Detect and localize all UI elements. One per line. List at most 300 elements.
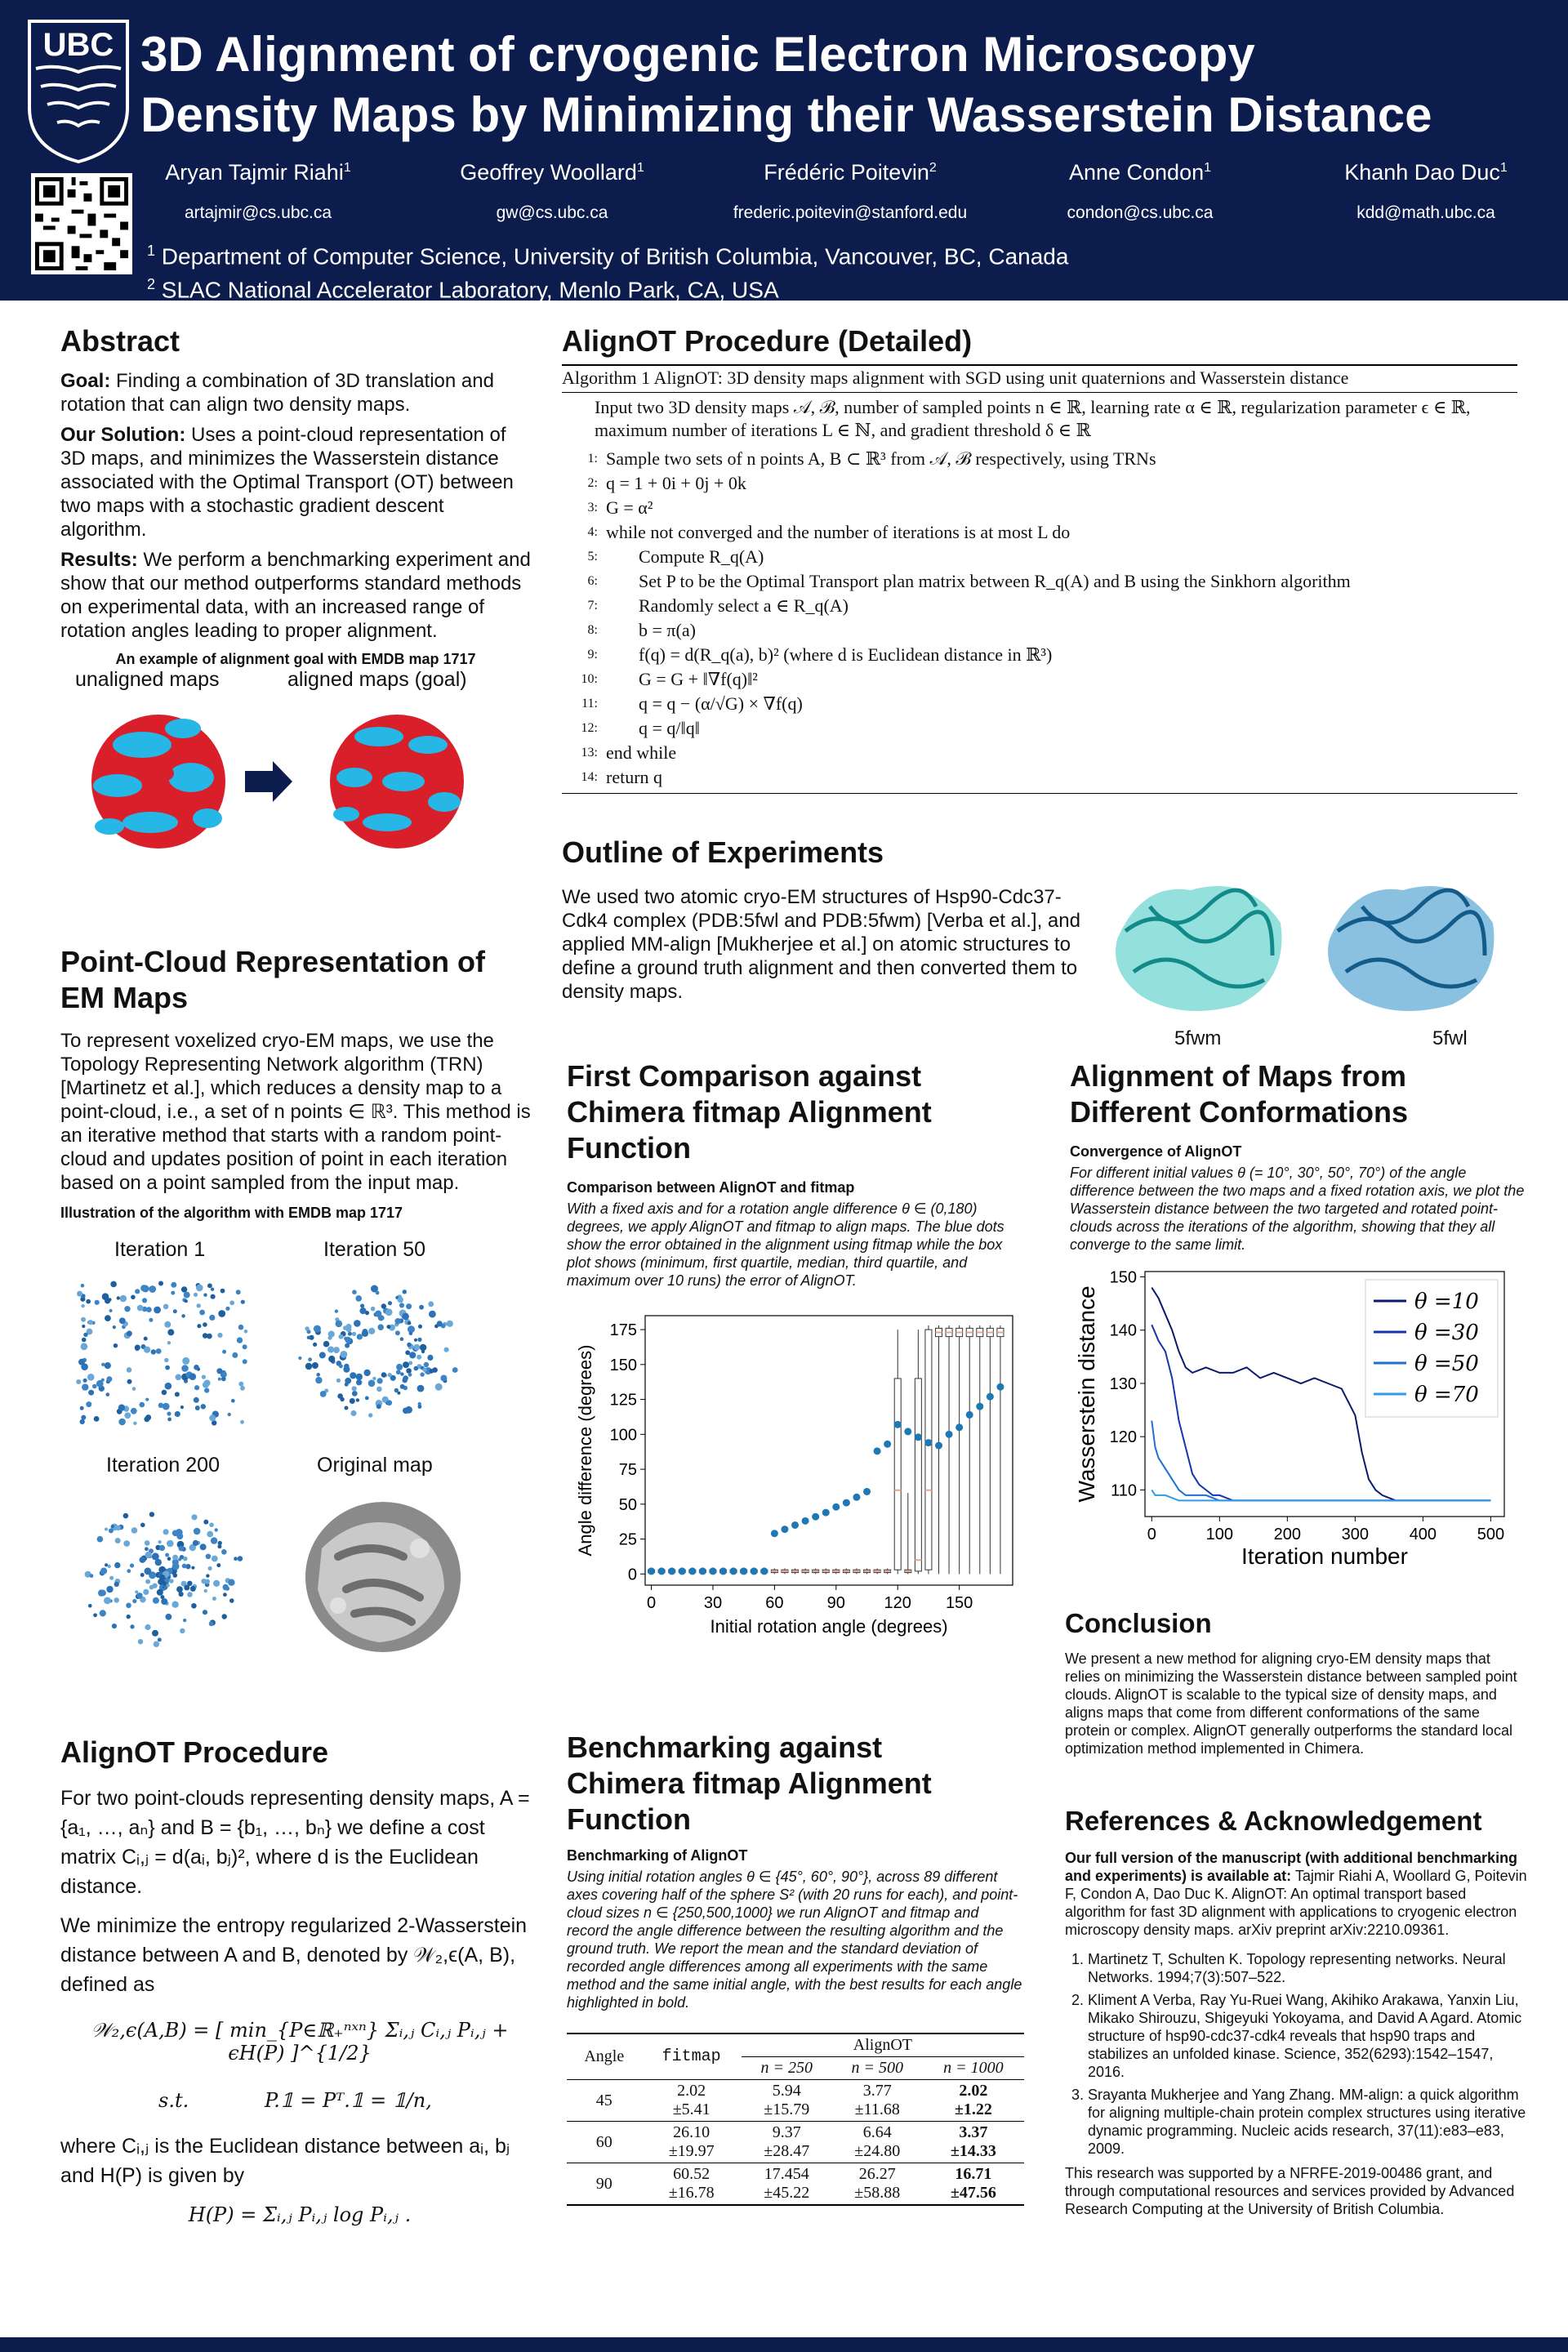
cloud-point bbox=[203, 1382, 209, 1388]
cell-value: ±5.41 bbox=[672, 2100, 710, 2118]
line-number: 10: bbox=[581, 672, 598, 686]
cloud-point bbox=[333, 1347, 340, 1353]
cloud-point bbox=[158, 1637, 162, 1642]
cloud-point bbox=[172, 1601, 178, 1608]
cloud-point bbox=[212, 1597, 216, 1601]
figure-caption: Using initial rotation angles θ ∈ {45°, 60°, 90°}, across 89 different axes covering half of the sphere S² (with 20 runs for each), and point-cloud sizes n ∈ {250,500,1000} we run AlignOT and fitmap and record the angle difference between the resulting algorithm and the ground truth. We report the mean and the standard deviation of recorded angle differences among all experiments with the same method and the same initial angle, with the best results for each angle highlighted in bold. bbox=[567, 1869, 1022, 2011]
wasserstein-formula: 𝒲₂,ϵ(A,B) = [ min_{P∈ℝ₊ⁿˣⁿ} Σᵢ,ⱼ Cᵢ,ⱼ Pᵢ,ⱼ + ϵH(P) ]^{1/2} bbox=[91, 2019, 509, 2065]
cloud-point bbox=[140, 1573, 145, 1577]
x-tick-label: 500 bbox=[1477, 1526, 1505, 1544]
y-tick-label: 140 bbox=[1109, 1321, 1137, 1340]
cloud-point bbox=[206, 1574, 209, 1577]
y-tick-label: 150 bbox=[609, 1356, 637, 1374]
cloud-point bbox=[225, 1587, 229, 1591]
cloud-point bbox=[216, 1563, 220, 1567]
cloud-point bbox=[182, 1357, 189, 1365]
cloud-point bbox=[158, 1281, 163, 1286]
cloud-point bbox=[144, 1337, 148, 1341]
cell-value: ±1.22 bbox=[954, 2100, 992, 2118]
cloud-point bbox=[112, 1624, 117, 1628]
cloud-point bbox=[203, 1294, 207, 1297]
cloud-point bbox=[145, 1398, 149, 1401]
cloud-point bbox=[145, 1552, 152, 1558]
cloud-point bbox=[218, 1378, 221, 1381]
cloud-point bbox=[191, 1514, 197, 1520]
cloud-point bbox=[140, 1557, 146, 1563]
algorithm-line bbox=[562, 741, 1517, 765]
cloud-point bbox=[118, 1405, 125, 1411]
cloud-point bbox=[408, 1373, 412, 1377]
cloud-point bbox=[171, 1282, 176, 1288]
cell-value: 2.02 bbox=[677, 2082, 706, 2100]
cloud-point bbox=[140, 1285, 147, 1291]
cloud-point bbox=[173, 1573, 178, 1578]
line-number: 5: bbox=[587, 550, 598, 564]
cloud-point bbox=[105, 1528, 108, 1531]
cloud-point bbox=[100, 1610, 106, 1616]
cloud-point bbox=[440, 1375, 447, 1382]
x-tick-label: 0 bbox=[1147, 1526, 1156, 1544]
cloud-point bbox=[145, 1579, 150, 1584]
iteration-1-pointcloud bbox=[60, 1271, 265, 1434]
line-number: 2: bbox=[587, 476, 598, 490]
cell-value: 17.454 bbox=[764, 2165, 809, 2183]
cloud-point bbox=[88, 1604, 92, 1608]
section-heading: Alignment of Maps from Different Conformations bbox=[1070, 1059, 1408, 1129]
line-text: q = q/‖q‖ bbox=[639, 718, 700, 738]
cloud-point bbox=[203, 1610, 207, 1615]
cloud-point bbox=[308, 1357, 312, 1361]
cloud-point bbox=[94, 1416, 100, 1422]
fitmap-point bbox=[812, 1513, 819, 1521]
x-tick-label: 400 bbox=[1409, 1526, 1437, 1544]
cloud-point bbox=[167, 1540, 174, 1548]
line-text: Compute R_q(A) bbox=[639, 546, 764, 567]
cloud-point bbox=[194, 1293, 198, 1297]
cloud-point bbox=[82, 1325, 85, 1328]
cloud-point bbox=[368, 1328, 375, 1334]
cloud-point bbox=[352, 1332, 356, 1336]
cloud-point bbox=[83, 1379, 87, 1383]
section-heading: Point-Cloud Representation of EM Maps bbox=[60, 945, 485, 1014]
results-text: We perform a benchmarking experiment and show that our method outperforms standard methods on experimental data, with an increased range of rotation angles leading to proper alignment. bbox=[60, 549, 531, 642]
table-row bbox=[567, 2163, 1024, 2206]
cloud-point bbox=[127, 1330, 132, 1336]
cloud-point bbox=[138, 1639, 143, 1644]
cloud-point bbox=[86, 1401, 91, 1407]
cloud-point bbox=[218, 1310, 225, 1317]
algorithm-line bbox=[562, 692, 1517, 716]
algorithm-line bbox=[562, 447, 1517, 471]
table-cell bbox=[642, 2080, 742, 2122]
fitmap-point bbox=[966, 1411, 973, 1419]
cell-value: 5.94 bbox=[772, 2082, 801, 2100]
cloud-point bbox=[165, 1578, 170, 1583]
poster-title bbox=[140, 24, 1432, 145]
cloud-point bbox=[428, 1301, 434, 1307]
cloud-point bbox=[88, 1320, 93, 1325]
manuscript-citation: Tajmir Riahi A, Woollard G, Poitevin F, Condon A, Dao Duc K. AlignOT: An optimal transport based algorithm for fast 3D alignment with applications to cryogenic electron microscopy density maps. arXiv preprint arXiv:2210.09361. bbox=[1065, 1868, 1527, 1938]
fitmap-point bbox=[956, 1423, 963, 1431]
line-text: f(q) = d(R_q(a), b)² (where d is Euclidean distance in ℝ³) bbox=[639, 644, 1053, 665]
cloud-point bbox=[164, 1321, 171, 1328]
table-cell bbox=[923, 2122, 1024, 2163]
cloud-point bbox=[354, 1320, 361, 1327]
figure-caption: For different initial values θ (= 10°, 30°, 50°, 70°) of the angle difference between the two maps and a fixed rotation axis, we plot the Wasserstein distance between the two targeted and rotated point-clouds across the iterations of the algorithm, showing that they all converge to the same limit. bbox=[1070, 1165, 1525, 1253]
cloud-point bbox=[108, 1298, 111, 1301]
aligned-maps-image bbox=[330, 715, 464, 849]
cloud-point bbox=[133, 1422, 136, 1425]
cloud-point bbox=[181, 1286, 187, 1292]
cloud-point bbox=[217, 1544, 221, 1548]
procedure-text-3: where Cᵢ,ⱼ is the Euclidean distance between aᵢ, bⱼ and H(P) is given by bbox=[60, 2135, 510, 2187]
cloud-point bbox=[181, 1314, 185, 1318]
cloud-point bbox=[190, 1586, 196, 1592]
algorithm-line bbox=[562, 594, 1517, 618]
cloud-point bbox=[376, 1291, 380, 1295]
cloud-point bbox=[201, 1404, 206, 1409]
cloud-point bbox=[409, 1331, 413, 1335]
cloud-point bbox=[203, 1322, 207, 1327]
cloud-point bbox=[165, 1553, 169, 1557]
cloud-point bbox=[105, 1362, 111, 1369]
arrow-icon bbox=[245, 761, 292, 802]
fitmap-point bbox=[987, 1393, 994, 1401]
table-header: AlignOT bbox=[742, 2034, 1024, 2057]
fitmap-point bbox=[874, 1447, 881, 1454]
cell-value: ±11.68 bbox=[854, 2100, 900, 2118]
algorithm-line bbox=[562, 716, 1517, 741]
cloud-point bbox=[206, 1554, 212, 1560]
pointcloud-section bbox=[60, 944, 531, 1687]
line-number: 7: bbox=[587, 599, 598, 612]
fitmap-point bbox=[802, 1517, 809, 1525]
section-heading: Benchmarking against Chimera fitmap Alignment Function bbox=[567, 1731, 932, 1836]
affiliation-2: SLAC National Accelerator Laboratory, Menlo Park, CA, USA bbox=[161, 277, 779, 303]
table-cell bbox=[742, 2122, 832, 2163]
cloud-point bbox=[209, 1522, 214, 1527]
line-number: 8: bbox=[587, 623, 598, 637]
cloud-point bbox=[106, 1586, 113, 1592]
figure-caption: With a fixed axis and for a rotation angle difference θ ∈ (0,180) degrees, we apply AlignOT and fitmap to align maps. The blue dots show the error obtained in the alignment using fitmap while the box plot shows (minimum, first quartile, median, third quartile, and maximum over 10 runs) the error of AlignOT. bbox=[567, 1200, 1004, 1289]
cloud-point bbox=[345, 1337, 351, 1343]
cell-value: ±47.56 bbox=[950, 2184, 996, 2202]
cloud-point bbox=[104, 1597, 111, 1605]
cloud-point bbox=[191, 1566, 194, 1570]
author-email: gw@cs.ubc.ca bbox=[496, 203, 608, 222]
table-cell bbox=[642, 2163, 742, 2206]
cell-value: 16.71 bbox=[955, 2165, 992, 2183]
algorithm-caption: Algorithm 1 AlignOT: 3D density maps alignment with SGD using unit quaternions and Wasserstein distance bbox=[562, 368, 1349, 388]
cloud-point bbox=[100, 1568, 107, 1575]
cloud-point bbox=[155, 1559, 162, 1566]
cloud-point bbox=[159, 1545, 165, 1551]
cloud-point bbox=[339, 1335, 342, 1339]
cloud-point bbox=[378, 1315, 384, 1321]
cloud-point bbox=[176, 1586, 183, 1592]
cloud-point bbox=[207, 1283, 212, 1288]
cloud-point bbox=[123, 1540, 130, 1547]
line-text: Randomly select a ∈ R_q(A) bbox=[639, 595, 849, 616]
cloud-point bbox=[163, 1529, 169, 1535]
cloud-point bbox=[345, 1406, 349, 1410]
cloud-point bbox=[419, 1305, 424, 1310]
line-text: q = q − (α/√G) × ∇f(q) bbox=[639, 693, 803, 714]
algorithm-line bbox=[562, 765, 1517, 790]
cloud-point bbox=[238, 1325, 244, 1330]
author-email: condon@cs.ubc.ca bbox=[1067, 203, 1214, 222]
angle-difference-chart bbox=[567, 1306, 1024, 1649]
cloud-point bbox=[145, 1540, 150, 1546]
cloud-point bbox=[114, 1562, 120, 1568]
solution-label: Our Solution: bbox=[60, 424, 186, 446]
cloud-point bbox=[114, 1597, 119, 1603]
cloud-point bbox=[312, 1362, 318, 1369]
cloud-point bbox=[123, 1513, 129, 1519]
cloud-point bbox=[131, 1408, 137, 1414]
fitmap-point bbox=[679, 1567, 686, 1575]
algorithm-line bbox=[562, 618, 1517, 643]
algorithm-lines bbox=[562, 447, 1517, 790]
figure-caption: Illustration of the algorithm with EMDB map 1717 bbox=[60, 1205, 403, 1221]
cloud-point bbox=[399, 1303, 404, 1307]
cloud-point bbox=[400, 1337, 404, 1341]
cloud-point bbox=[381, 1303, 386, 1308]
cloud-point bbox=[167, 1329, 174, 1335]
cloud-point bbox=[341, 1351, 348, 1358]
box bbox=[925, 1330, 932, 1570]
line-text: G = G + ‖∇f(q)‖² bbox=[639, 669, 758, 689]
fitmap-point bbox=[946, 1431, 953, 1438]
procedure-text-2: We minimize the entropy regularized 2-Wasserstein distance between A and B, denoted by 𝒲₂,ϵ(A, B), defined as bbox=[60, 1914, 528, 1996]
algorithm-line bbox=[562, 569, 1517, 594]
cloud-point bbox=[368, 1413, 372, 1417]
fitmap-point bbox=[751, 1567, 758, 1575]
cloud-point bbox=[185, 1299, 188, 1303]
cloud-point bbox=[173, 1309, 177, 1313]
cloud-point bbox=[163, 1403, 170, 1410]
cloud-point bbox=[81, 1415, 86, 1420]
table-cell: 45 bbox=[595, 2091, 612, 2109]
y-tick-label: 50 bbox=[618, 1495, 637, 1514]
cloud-point bbox=[181, 1365, 189, 1372]
cloud-point bbox=[327, 1336, 332, 1340]
line-text: Sample two sets of n points A, B ⊂ ℝ³ from 𝒜, ℬ respectively, using TRNs bbox=[606, 448, 1156, 469]
cloud-point bbox=[337, 1393, 343, 1399]
affil-sup: 1 bbox=[147, 243, 156, 259]
cloud-point bbox=[115, 1538, 121, 1544]
cloud-point bbox=[109, 1528, 114, 1533]
section-heading: AlignOT Procedure bbox=[60, 1735, 329, 1769]
cloud-point bbox=[229, 1598, 234, 1603]
cloud-point bbox=[93, 1613, 97, 1617]
cloud-point bbox=[365, 1396, 369, 1401]
cloud-point bbox=[229, 1300, 234, 1305]
fitmap-point bbox=[740, 1567, 747, 1575]
cloud-point bbox=[405, 1350, 410, 1355]
line-number: 13: bbox=[581, 746, 598, 760]
table-row bbox=[567, 2080, 1024, 2122]
line-text: end while bbox=[606, 742, 677, 763]
panel-label: Iteration 1 bbox=[114, 1238, 206, 1261]
cloud-point bbox=[240, 1386, 245, 1391]
table-cell bbox=[923, 2163, 1024, 2206]
cloud-point bbox=[356, 1380, 361, 1385]
cloud-point bbox=[222, 1614, 227, 1619]
cloud-point bbox=[144, 1347, 150, 1353]
author-name: Aryan Tajmir Riahi bbox=[165, 160, 344, 185]
reference-list bbox=[1065, 1950, 1527, 2158]
acknowledgement: This research was supported by a NFRFE-2019-00486 grant, and through computational resources and services provided by Advanced Research Computing at the University of British Columbia. bbox=[1065, 2165, 1515, 2217]
cloud-point bbox=[124, 1306, 130, 1312]
cloud-point bbox=[396, 1370, 401, 1374]
cloud-point bbox=[371, 1307, 376, 1312]
subheading: Benchmarking of AlignOT bbox=[567, 1847, 748, 1864]
table-row bbox=[567, 2122, 1024, 2163]
cloud-point bbox=[350, 1410, 356, 1416]
cell-value: 6.64 bbox=[862, 2123, 892, 2141]
cloud-point bbox=[323, 1341, 330, 1348]
cloud-point bbox=[394, 1388, 399, 1392]
cloud-point bbox=[223, 1592, 227, 1597]
cloud-point bbox=[208, 1566, 212, 1570]
cloud-point bbox=[162, 1390, 167, 1396]
cloud-point bbox=[160, 1575, 166, 1580]
line-number: 12: bbox=[581, 721, 598, 735]
cloud-point bbox=[427, 1355, 433, 1361]
cloud-point bbox=[202, 1375, 206, 1379]
table-cell: 90 bbox=[595, 2174, 612, 2193]
cloud-point bbox=[179, 1546, 185, 1552]
qr-code bbox=[31, 173, 132, 274]
algorithm-line bbox=[562, 520, 1517, 545]
fitmap-point bbox=[699, 1567, 706, 1575]
cloud-point bbox=[359, 1307, 366, 1314]
cloud-point bbox=[105, 1315, 111, 1321]
algorithm-line bbox=[562, 643, 1517, 667]
footer-bar bbox=[0, 2337, 1568, 2352]
cloud-point bbox=[130, 1624, 134, 1628]
cloud-point bbox=[360, 1303, 364, 1307]
trn-illustration bbox=[60, 1230, 531, 1687]
x-axis-label: Initial rotation angle (degrees) bbox=[710, 1616, 948, 1637]
y-tick-label: 120 bbox=[1109, 1428, 1137, 1447]
fitmap-point bbox=[976, 1403, 983, 1410]
goal-text: Finding a combination of 3D translation and rotation that can align two density maps. bbox=[60, 370, 494, 416]
cloud-point bbox=[149, 1285, 156, 1293]
cloud-point bbox=[127, 1367, 132, 1373]
y-axis-label: Wasserstein distance bbox=[1074, 1285, 1099, 1503]
such-that-label: s.t. bbox=[158, 2089, 189, 2112]
cloud-point bbox=[132, 1387, 136, 1391]
fitmap-point bbox=[719, 1567, 727, 1575]
cloud-point bbox=[418, 1325, 422, 1329]
fitmap-point bbox=[853, 1494, 860, 1501]
cloud-point bbox=[398, 1297, 403, 1303]
author bbox=[695, 160, 1005, 223]
cloud-point bbox=[178, 1557, 181, 1561]
cloud-point bbox=[108, 1565, 111, 1568]
line-text: b = π(a) bbox=[639, 620, 696, 640]
cloud-point bbox=[204, 1589, 207, 1592]
cloud-point bbox=[90, 1574, 94, 1578]
line-text: q = 1 + 0i + 0j + 0k bbox=[606, 473, 746, 493]
cell-value: ±45.22 bbox=[764, 2184, 810, 2202]
cloud-point bbox=[385, 1308, 393, 1316]
algorithm-input: Input two 3D density maps 𝒜, ℬ, number of sampled points n ∈ ℝ, learning rate α ∈ ℝ, regularization parameter ϵ ∈ ℝ, maximum number of iterations L ∈ ℕ, and gradient threshold δ ∈ ℝ bbox=[595, 397, 1471, 440]
cloud-point bbox=[388, 1301, 392, 1305]
line-number: 1: bbox=[587, 452, 598, 466]
cloud-point bbox=[81, 1304, 84, 1307]
cell-value: ±19.97 bbox=[668, 2142, 715, 2160]
outline-text: We used two atomic cryo-EM structures of Hsp90-Cdc37-Cdk4 complex (PDB:5fwl and PDB:5fwm) [Verba et al.], and applied MM-align [Mukherjee et al.] on atomic structures to define a ground truth alignment and then converted them to density maps. bbox=[562, 886, 1080, 1003]
cloud-point bbox=[199, 1310, 205, 1316]
cloud-point bbox=[124, 1412, 131, 1419]
cloud-point bbox=[414, 1366, 419, 1371]
cloud-point bbox=[339, 1364, 343, 1368]
unaligned-label: unaligned maps bbox=[75, 668, 220, 691]
cloud-point bbox=[83, 1333, 87, 1337]
cloud-point bbox=[205, 1579, 210, 1584]
title-line-1: 3D Alignment of cryogenic Electron Microscopy bbox=[140, 27, 1255, 82]
fitmap-point bbox=[894, 1421, 902, 1428]
cloud-point bbox=[196, 1285, 203, 1292]
cloud-point bbox=[142, 1298, 147, 1303]
section-heading: AlignOT Procedure (Detailed) bbox=[562, 324, 973, 358]
cloud-point bbox=[160, 1595, 164, 1599]
ubc-logo bbox=[24, 18, 132, 163]
cloud-point bbox=[346, 1327, 352, 1333]
cloud-point bbox=[406, 1303, 412, 1309]
cloud-point bbox=[197, 1324, 201, 1328]
cloud-point bbox=[377, 1324, 384, 1330]
y-tick-label: 110 bbox=[1111, 1481, 1137, 1500]
cloud-point bbox=[81, 1363, 88, 1370]
cloud-point bbox=[395, 1330, 400, 1335]
cloud-point bbox=[350, 1398, 355, 1404]
cloud-point bbox=[352, 1290, 357, 1294]
cloud-point bbox=[180, 1405, 184, 1409]
line-number: 4: bbox=[587, 525, 598, 539]
y-tick-label: 150 bbox=[1109, 1268, 1137, 1287]
cloud-point bbox=[319, 1352, 326, 1358]
cloud-point bbox=[176, 1529, 183, 1536]
conclusion-text: We present a new method for aligning cryo-EM density maps that relies on minimizing the Wasserstein distance between sampled point clouds. AlignOT is scalable to the typical size of density maps, and aligns maps that come from different conformations of the same protein or complex. AlignOT generally outperforms the standard local optimization method implemented in Chimera. bbox=[1065, 1650, 1517, 1757]
cloud-point bbox=[243, 1344, 247, 1349]
fitmap-point bbox=[904, 1428, 911, 1435]
cloud-point bbox=[444, 1348, 449, 1352]
x-axis-label: Iteration number bbox=[1241, 1544, 1408, 1569]
legend-label: θ =10 bbox=[1414, 1290, 1479, 1314]
convergence-chart bbox=[1070, 1265, 1527, 1575]
cloud-point bbox=[403, 1375, 408, 1381]
cell-value: ±16.78 bbox=[668, 2184, 715, 2202]
cell-value: ±24.80 bbox=[854, 2142, 901, 2160]
x-tick-label: 120 bbox=[884, 1594, 911, 1612]
cloud-point bbox=[80, 1419, 85, 1424]
cloud-point bbox=[221, 1377, 226, 1382]
cloud-point bbox=[363, 1370, 370, 1376]
cloud-point bbox=[424, 1362, 429, 1367]
cloud-point bbox=[143, 1589, 149, 1595]
y-tick-label: 25 bbox=[618, 1530, 637, 1549]
conclusion-section bbox=[1065, 1606, 1527, 1757]
references-section bbox=[1065, 1803, 1527, 2218]
abstract-section bbox=[60, 323, 531, 872]
cloud-point bbox=[149, 1512, 154, 1517]
cloud-point bbox=[194, 1385, 199, 1390]
cloud-point bbox=[422, 1368, 426, 1372]
